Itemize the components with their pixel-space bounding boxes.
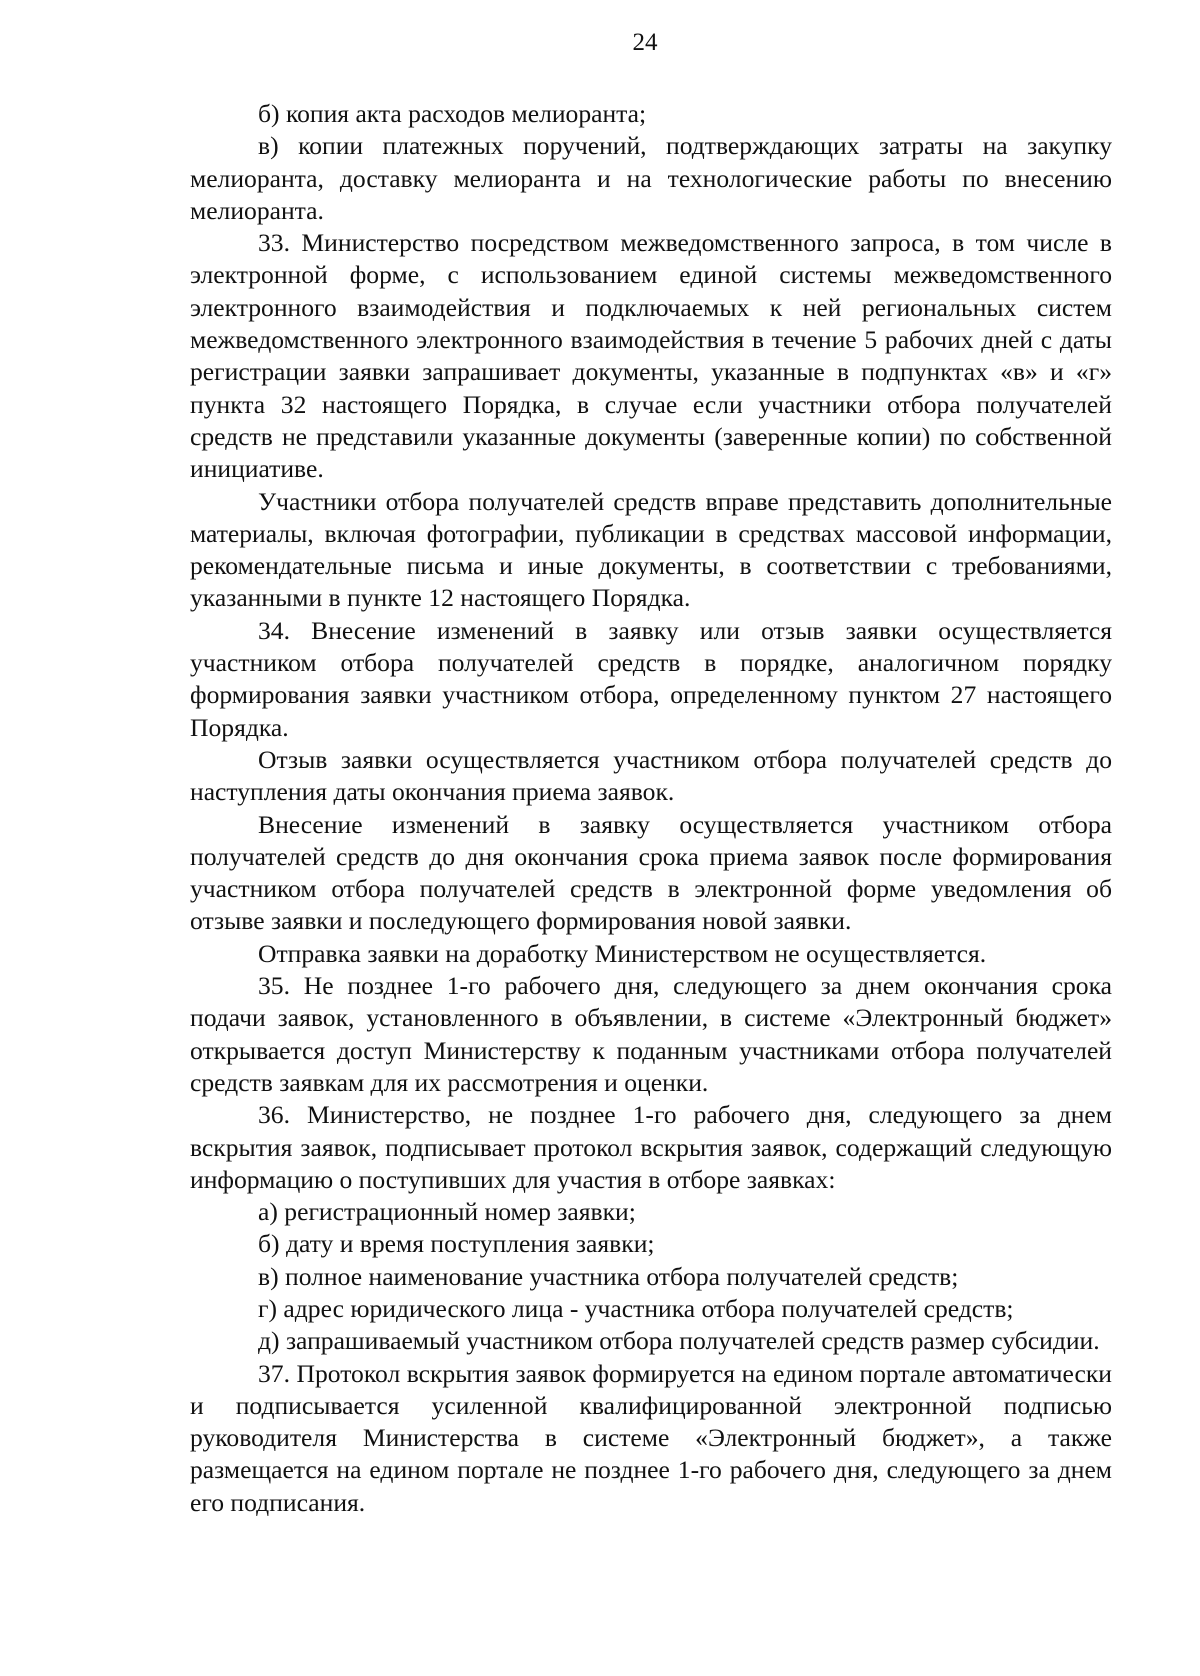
list-item-b: б) дату и время поступления заявки; <box>258 1229 655 1259</box>
document-body <box>190 98 1112 1519</box>
paragraph-34-no-revision: Отправка заявки на доработку Министерством не осуществляется. <box>258 938 987 968</box>
paragraph-34-changes: Внесение изменений в заявку осуществляется участником отбора получателей средств до дня окончания срока приема заявок после формирования участником отбора получателей средств в электронной форме уведомления об отзыве заявки и последующего формирования новой заявки. <box>190 809 1112 936</box>
list-item-g: г) адрес юридического лица - участника отбора получателей средств; <box>258 1293 1014 1323</box>
list-item-v: в) полное наименование участника отбора получателей средств; <box>258 1261 959 1291</box>
list-item-a: а) регистрационный номер заявки; <box>258 1197 636 1227</box>
paragraph-33-additional-materials: Участники отбора получателей средств вправе представить дополнительные материалы, включая фотографии, публикации в средствах массовой информации, рекомендательные письма и иные документы, в соответствии с требованиями, указанными в пункте 12 настоящего Порядка. <box>190 486 1112 613</box>
paragraph-37: 37. Протокол вскрытия заявок формируется на едином портале автоматически и подписывается усиленной квалифицированной электронной подписью руководителя Министерства в системе «Электронный бюджет», а также размещается на едином портале не позднее 1-го рабочего дня, следующего за днем его подписания. <box>190 1358 1112 1517</box>
paragraph-35: 35. Не позднее 1-го рабочего дня, следующего за днем окончания срока подачи заявок, установленного в объявлении, в системе «Электронный бюджет» открывается доступ Министерству к поданным участниками отбора получателей средств заявкам для их рассмотрения и оценки. <box>190 971 1112 1097</box>
paragraph-33: 33. Министерство посредством межведомственного запроса, в том числе в электронной форме, с использованием единой системы межведомственного электронного взаимодействия и подключаемых к ней региональных систем межведомственного электронного взаимодействия в течение 5 рабочих дней с даты регистрации заявки запрашивает документы, указанные в подпунктах «в» и «г» пункта 32 настоящего Порядка, в случае если участники отбора получателей средств не представили указанные документы (заверенные копии) по собственной инициативе. <box>190 228 1112 484</box>
page-number: 24 <box>632 29 658 56</box>
paragraph-v-payment-orders: в) копии платежных поручений, подтверждающих затраты на закупку мелиоранта, доставку мелиоранта и на технологические работы по внесению мелиоранта. <box>190 131 1112 225</box>
paragraph-34: 34. Внесение изменений в заявку или отзыв заявки осуществляется участником отбора получателей средств в порядке, аналогичном порядку формирования заявки участником отбора, определенному пунктом 27 настоящего Порядка. <box>190 615 1112 742</box>
paragraph-b-act-copy: б) копия акта расходов мелиоранта; <box>258 99 647 128</box>
paragraph-36: 36. Министерство, не позднее 1-го рабочего дня, следующего за днем вскрытия заявок, подписывает протокол вскрытия заявок, содержащий следующую информацию о поступивших для участия в отборе заявках: <box>190 1100 1112 1194</box>
paragraph-34-withdrawal: Отзыв заявки осуществляется участником отбора получателей средств до наступления даты окончания приема заявок. <box>190 744 1112 807</box>
list-item-d: д) запрашиваемый участником отбора получателей средств размер субсидии. <box>258 1326 1100 1356</box>
